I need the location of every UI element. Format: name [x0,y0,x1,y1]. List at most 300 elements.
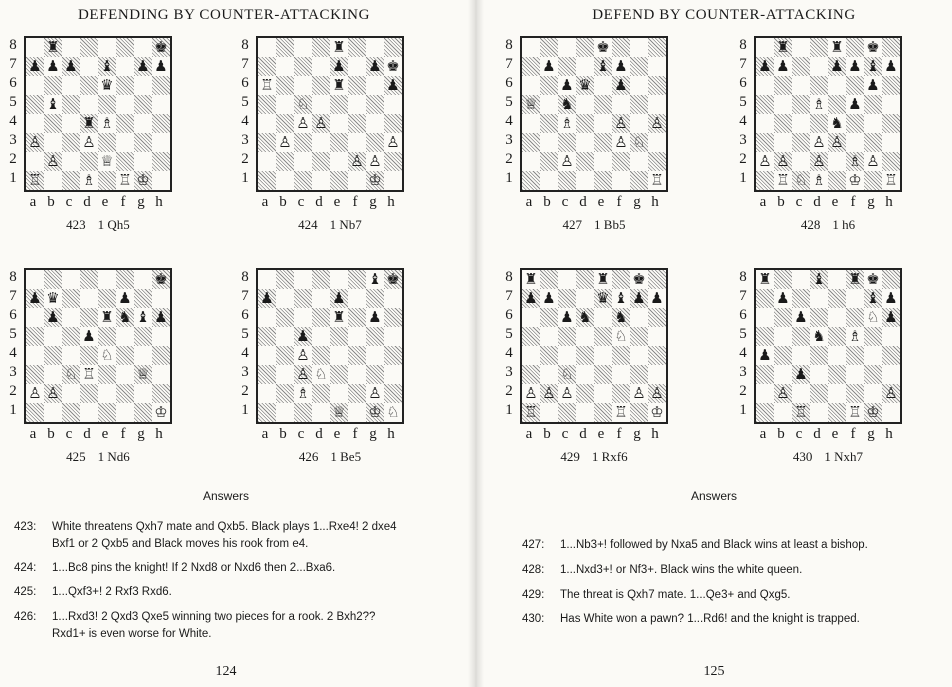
square-d7 [80,57,98,76]
answer-line: Rxd1+ is even worse for White. [52,628,212,640]
rank-labels [502,36,516,188]
square-g2 [366,384,384,403]
square-a5 [756,95,774,114]
square-g4 [630,114,648,133]
file-labels [754,426,902,443]
square-f8 [348,38,366,57]
square-e5 [98,327,116,346]
black-king-piece: ♚ [632,270,646,288]
square-e3 [330,365,348,384]
square-a3 [26,133,44,152]
square-h2 [384,152,402,171]
rank-label: 3 [739,132,747,148]
square-e2 [330,384,348,403]
square-c4 [792,346,810,365]
square-f5 [612,327,630,346]
square-a8 [522,38,540,57]
square-g2 [134,384,152,403]
square-c1 [62,403,80,422]
rank-label: 7 [241,288,249,304]
rank-label: 2 [241,151,249,167]
black-pawn-piece: ♟ [118,289,132,307]
answer-429 [522,587,942,604]
square-d4 [810,114,828,133]
square-h7 [882,289,900,308]
square-c4 [62,346,80,365]
black-pawn-piece: ♟ [368,308,382,326]
diagram-423 [0,0,190,230]
square-b1 [44,171,62,190]
square-b4 [44,346,62,365]
rank-label: 7 [241,56,249,72]
square-d1 [576,171,594,190]
square-d2 [312,152,330,171]
square-a3 [522,133,540,152]
file-label: b [47,426,55,442]
square-d1 [312,171,330,190]
square-d7 [312,289,330,308]
square-b6 [44,308,62,327]
rank-label: 5 [505,94,513,110]
rank-label: 7 [739,56,747,72]
square-a8 [522,270,540,289]
rank-label: 8 [739,269,747,285]
square-g1 [134,403,152,422]
square-g5 [864,327,882,346]
file-label: e [333,426,341,442]
page-number-left: 124 [215,664,237,679]
answer-line: White threatens Qxh7 mate and Qxb5. Black plays 1...Rxe4! 2 dxe4 [52,521,397,533]
square-d5 [312,327,330,346]
white-rook-piece: ♖ [118,171,132,189]
black-king-piece: ♚ [154,38,168,56]
answer-label: 430: [522,613,545,625]
square-e2 [594,152,612,171]
rank-labels [6,36,20,188]
square-g7 [864,57,882,76]
square-d2 [810,152,828,171]
square-b4 [44,114,62,133]
black-knight-piece: ♞ [578,308,592,326]
square-a3 [756,365,774,384]
square-g6 [366,308,384,327]
square-a2 [756,384,774,403]
white-knight-piece: ♘ [386,403,400,421]
square-h6 [882,76,900,95]
rank-label: 3 [739,364,747,380]
square-b4 [540,114,558,133]
square-a6 [522,76,540,95]
square-f4 [612,114,630,133]
square-c1 [294,403,312,422]
white-pawn-piece: ♙ [296,114,310,132]
square-f1 [846,171,864,190]
file-label: f [352,426,358,442]
rank-labels [736,268,750,420]
square-h2 [152,152,170,171]
answer-line: 1...Rxd3! 2 Qxd3 Qxe5 winning two pieces for a rook. 2 Bxh2?? [52,611,376,623]
rank-label: 7 [9,288,17,304]
square-f2 [612,384,630,403]
square-g8 [134,270,152,289]
black-pawn-piece: ♟ [64,57,78,75]
square-e6 [98,76,116,95]
square-d8 [80,270,98,289]
white-bishop-piece: ♗ [812,95,826,113]
square-c4 [792,114,810,133]
file-labels [256,426,404,443]
black-knight-piece: ♞ [614,308,628,326]
square-d7 [80,289,98,308]
chessboard [256,268,404,424]
square-d5 [810,95,828,114]
square-e1 [98,403,116,422]
black-pawn-piece: ♟ [614,57,628,75]
square-g2 [134,152,152,171]
file-label: e [831,194,839,210]
file-label: e [101,426,109,442]
square-c7 [294,57,312,76]
file-label: b [279,426,287,442]
black-pawn-piece: ♟ [28,289,42,307]
square-h7 [152,289,170,308]
square-a1 [258,171,276,190]
square-a2 [522,384,540,403]
answer-label: 426: [14,611,37,623]
white-pawn-piece: ♙ [866,152,880,170]
square-h7 [882,57,900,76]
square-e8 [330,38,348,57]
white-knight-piece: ♘ [64,365,78,383]
square-d7 [810,289,828,308]
square-h4 [152,114,170,133]
square-e3 [330,133,348,152]
white-pawn-piece: ♙ [560,384,574,402]
square-f6 [348,308,366,327]
rank-label: 1 [505,402,513,418]
square-b4 [276,346,294,365]
square-g4 [134,346,152,365]
white-pawn-piece: ♙ [632,384,646,402]
square-g1 [366,171,384,190]
black-knight-piece: ♞ [118,308,132,326]
white-pawn-piece: ♙ [776,152,790,170]
file-label: a [525,194,533,210]
black-pawn-piece: ♟ [884,289,898,307]
square-a7 [756,57,774,76]
square-a2 [258,384,276,403]
file-label: b [279,194,287,210]
square-h8 [882,270,900,289]
black-queen-piece: ♛ [100,76,114,94]
square-e7 [594,289,612,308]
square-c6 [558,308,576,327]
square-f6 [846,76,864,95]
square-a5 [522,95,540,114]
file-labels [520,194,668,211]
rank-label: 6 [505,75,513,91]
square-b7 [774,289,792,308]
square-g3 [134,133,152,152]
square-h6 [384,76,402,95]
square-e6 [594,308,612,327]
square-d2 [80,152,98,171]
white-bishop-piece: ♗ [812,171,826,189]
square-c8 [294,38,312,57]
square-f8 [348,270,366,289]
square-g3 [366,365,384,384]
square-g6 [630,76,648,95]
square-b6 [276,76,294,95]
rank-label: 3 [9,364,17,380]
square-d7 [576,57,594,76]
square-e4 [98,346,116,365]
chessboard [520,36,668,192]
square-e6 [828,308,846,327]
white-rook-piece: ♖ [884,171,898,189]
black-pawn-piece: ♟ [794,365,808,383]
square-f7 [846,289,864,308]
square-g7 [630,57,648,76]
file-labels [24,426,172,443]
diagram-move: 1 Nd6 [97,449,130,464]
square-h7 [648,289,666,308]
square-a2 [756,152,774,171]
square-a1 [26,403,44,422]
rank-label: 2 [9,383,17,399]
square-b5 [44,95,62,114]
rank-label: 7 [9,56,17,72]
rank-label: 5 [241,94,249,110]
square-a7 [258,289,276,308]
diagram-move: 1 Be5 [330,449,362,464]
white-bishop-piece: ♗ [82,171,96,189]
black-bishop-piece: ♝ [812,270,826,288]
square-b8 [774,38,792,57]
square-b3 [44,133,62,152]
answer-line: 1...Nb3+! followed by Nxa5 and Black wins at least a bishop. [560,539,868,551]
rank-label: 1 [9,402,17,418]
square-h8 [648,270,666,289]
square-d3 [312,133,330,152]
square-e3 [98,365,116,384]
square-f2 [116,384,134,403]
black-king-piece: ♚ [386,57,400,75]
square-a5 [26,95,44,114]
rank-labels [736,36,750,188]
page-header-left: DEFENDING BY COUNTER-ATTACKING [77,7,371,23]
square-g5 [630,327,648,346]
file-label: f [616,426,622,442]
square-f2 [116,152,134,171]
diagram-move: 1 Qh5 [97,217,130,232]
rank-label: 6 [739,307,747,323]
square-b3 [774,365,792,384]
square-a2 [26,152,44,171]
square-d3 [312,365,330,384]
square-c2 [558,152,576,171]
square-c1 [792,171,810,190]
diagram-number: 424 [298,217,318,232]
white-pawn-piece: ♙ [812,152,826,170]
white-knight-piece: ♘ [560,365,574,383]
black-pawn-piece: ♟ [794,308,808,326]
square-e2 [828,384,846,403]
white-rook-piece: ♖ [776,171,790,189]
rank-label: 6 [505,307,513,323]
file-label: e [597,426,605,442]
white-pawn-piece: ♙ [776,384,790,402]
square-h5 [152,95,170,114]
white-queen-piece: ♕ [136,365,150,383]
square-f5 [116,95,134,114]
square-g2 [864,152,882,171]
diagram-number: 426 [298,449,319,464]
black-pawn-piece: ♟ [296,327,310,345]
square-c1 [294,171,312,190]
square-e7 [594,57,612,76]
square-e8 [594,270,612,289]
square-b3 [540,365,558,384]
answer-427 [522,537,942,554]
square-e4 [828,346,846,365]
square-a4 [756,114,774,133]
square-d5 [312,95,330,114]
square-b4 [540,346,558,365]
square-e4 [594,114,612,133]
square-h5 [882,327,900,346]
file-label: a [29,194,37,210]
square-d5 [810,327,828,346]
file-label: d [813,194,821,210]
square-f3 [846,133,864,152]
square-e1 [330,171,348,190]
square-f7 [348,289,366,308]
white-knight-piece: ♘ [632,133,646,151]
square-d2 [80,384,98,403]
file-labels [24,194,172,211]
white-pawn-piece: ♙ [650,114,664,132]
square-d3 [810,133,828,152]
rank-label: 2 [505,383,513,399]
square-f3 [348,365,366,384]
square-c7 [558,289,576,308]
answer-label: 423: [14,521,37,533]
rank-labels [502,268,516,420]
square-f8 [116,270,134,289]
square-g4 [366,346,384,365]
square-c5 [62,95,80,114]
square-e1 [330,403,348,422]
square-b5 [540,327,558,346]
square-e5 [828,95,846,114]
square-a3 [756,133,774,152]
black-rook-piece: ♜ [332,308,346,326]
square-g6 [630,308,648,327]
black-pawn-piece: ♟ [848,57,862,75]
white-queen-piece: ♕ [100,152,114,170]
square-h2 [882,384,900,403]
file-label: h [387,194,395,210]
square-d6 [576,76,594,95]
square-e1 [594,171,612,190]
square-h7 [384,57,402,76]
square-b2 [44,152,62,171]
square-d3 [810,365,828,384]
rank-label: 6 [9,75,17,91]
rank-label: 1 [739,170,747,186]
square-d4 [576,114,594,133]
black-knight-piece: ♞ [812,327,826,345]
white-knight-piece: ♘ [614,327,628,345]
square-a8 [756,270,774,289]
rank-label: 4 [739,345,747,361]
square-h5 [648,327,666,346]
rank-labels [6,268,20,420]
black-bishop-piece: ♝ [614,289,628,307]
square-c7 [792,57,810,76]
square-c7 [294,289,312,308]
file-label: c [561,426,569,442]
white-pawn-piece: ♙ [542,384,556,402]
square-h8 [384,38,402,57]
white-pawn-piece: ♙ [28,133,42,151]
black-king-piece: ♚ [596,38,610,56]
square-h3 [648,133,666,152]
square-f1 [612,171,630,190]
file-label: b [777,426,785,442]
square-h5 [648,95,666,114]
white-rook-piece: ♖ [82,365,96,383]
square-f2 [846,152,864,171]
square-b8 [774,270,792,289]
square-g1 [134,171,152,190]
square-a4 [522,114,540,133]
black-knight-piece: ♞ [830,114,844,132]
white-rook-piece: ♖ [524,403,538,421]
square-a8 [258,38,276,57]
square-h5 [384,327,402,346]
square-a3 [258,133,276,152]
rank-label: 4 [505,345,513,361]
square-f7 [116,57,134,76]
square-f3 [846,365,864,384]
square-h5 [384,95,402,114]
square-g6 [366,76,384,95]
rank-label: 8 [241,37,249,53]
diagram-number: 423 [66,217,86,232]
black-pawn-piece: ♟ [332,289,346,307]
diagram-move: 1 h6 [832,217,856,232]
white-rook-piece: ♖ [848,403,862,421]
square-b8 [44,270,62,289]
square-h8 [152,38,170,57]
square-e1 [828,403,846,422]
square-a7 [522,289,540,308]
square-a3 [522,365,540,384]
square-g7 [366,289,384,308]
black-king-piece: ♚ [154,270,168,288]
black-bishop-piece: ♝ [136,308,150,326]
square-f1 [612,403,630,422]
square-a8 [26,270,44,289]
black-rook-piece: ♜ [596,270,610,288]
square-h4 [384,346,402,365]
square-g8 [366,270,384,289]
file-label: h [155,426,163,442]
square-d2 [576,152,594,171]
file-label: g [369,194,377,210]
